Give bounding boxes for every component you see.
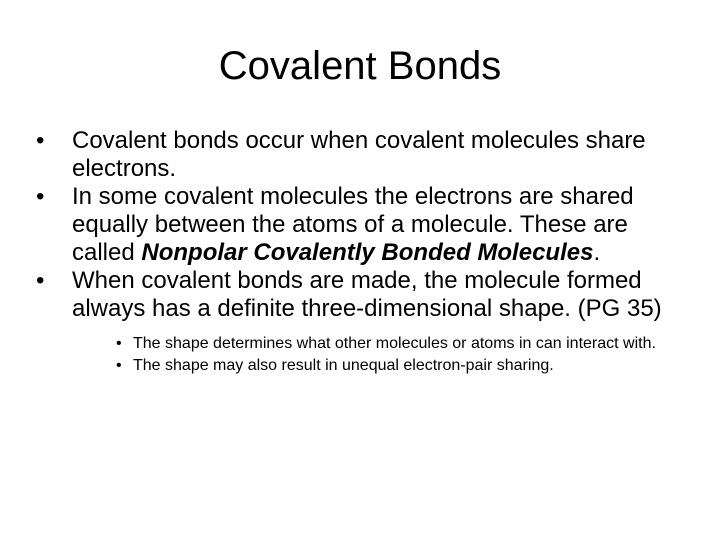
- sub-bullet-icon: •: [116, 335, 122, 352]
- bullet-icon: •: [36, 267, 45, 294]
- bullet-item-3: [36, 267, 686, 375]
- sub-bullet-item-2: [116, 357, 686, 375]
- bullet-item-2: [36, 183, 686, 267]
- sub-bullet-item-1: [116, 335, 686, 353]
- bullet-text: When covalent bonds are made, the molecule formed always has a definite three-dimensional shape. (PG 35): [72, 267, 662, 322]
- sub-bullet-list: [72, 335, 686, 375]
- slide-title: Covalent Bonds: [218, 44, 502, 88]
- bullet-emphasis: Nonpolar Covalently Bonded Molecules: [141, 239, 594, 266]
- bullet-text-end: .: [593, 239, 601, 266]
- bullet-icon: •: [36, 183, 45, 210]
- bullet-list: [36, 127, 686, 375]
- slide-body: [36, 127, 686, 379]
- sub-bullet-text: The shape determines what other molecules or atoms in can interact with.: [133, 335, 656, 352]
- sub-bullet-text: The shape may also result in unequal electron-pair sharing.: [133, 357, 554, 374]
- sub-bullet-icon: •: [116, 357, 122, 374]
- bullet-item-1: [36, 127, 686, 183]
- bullet-text: Covalent bonds occur when covalent molecules share electrons.: [72, 127, 646, 182]
- bullet-icon: •: [36, 127, 45, 154]
- bullet-text: In some covalent molecules the electrons are shared equally between the atoms of a molecule. These are called: [72, 183, 634, 266]
